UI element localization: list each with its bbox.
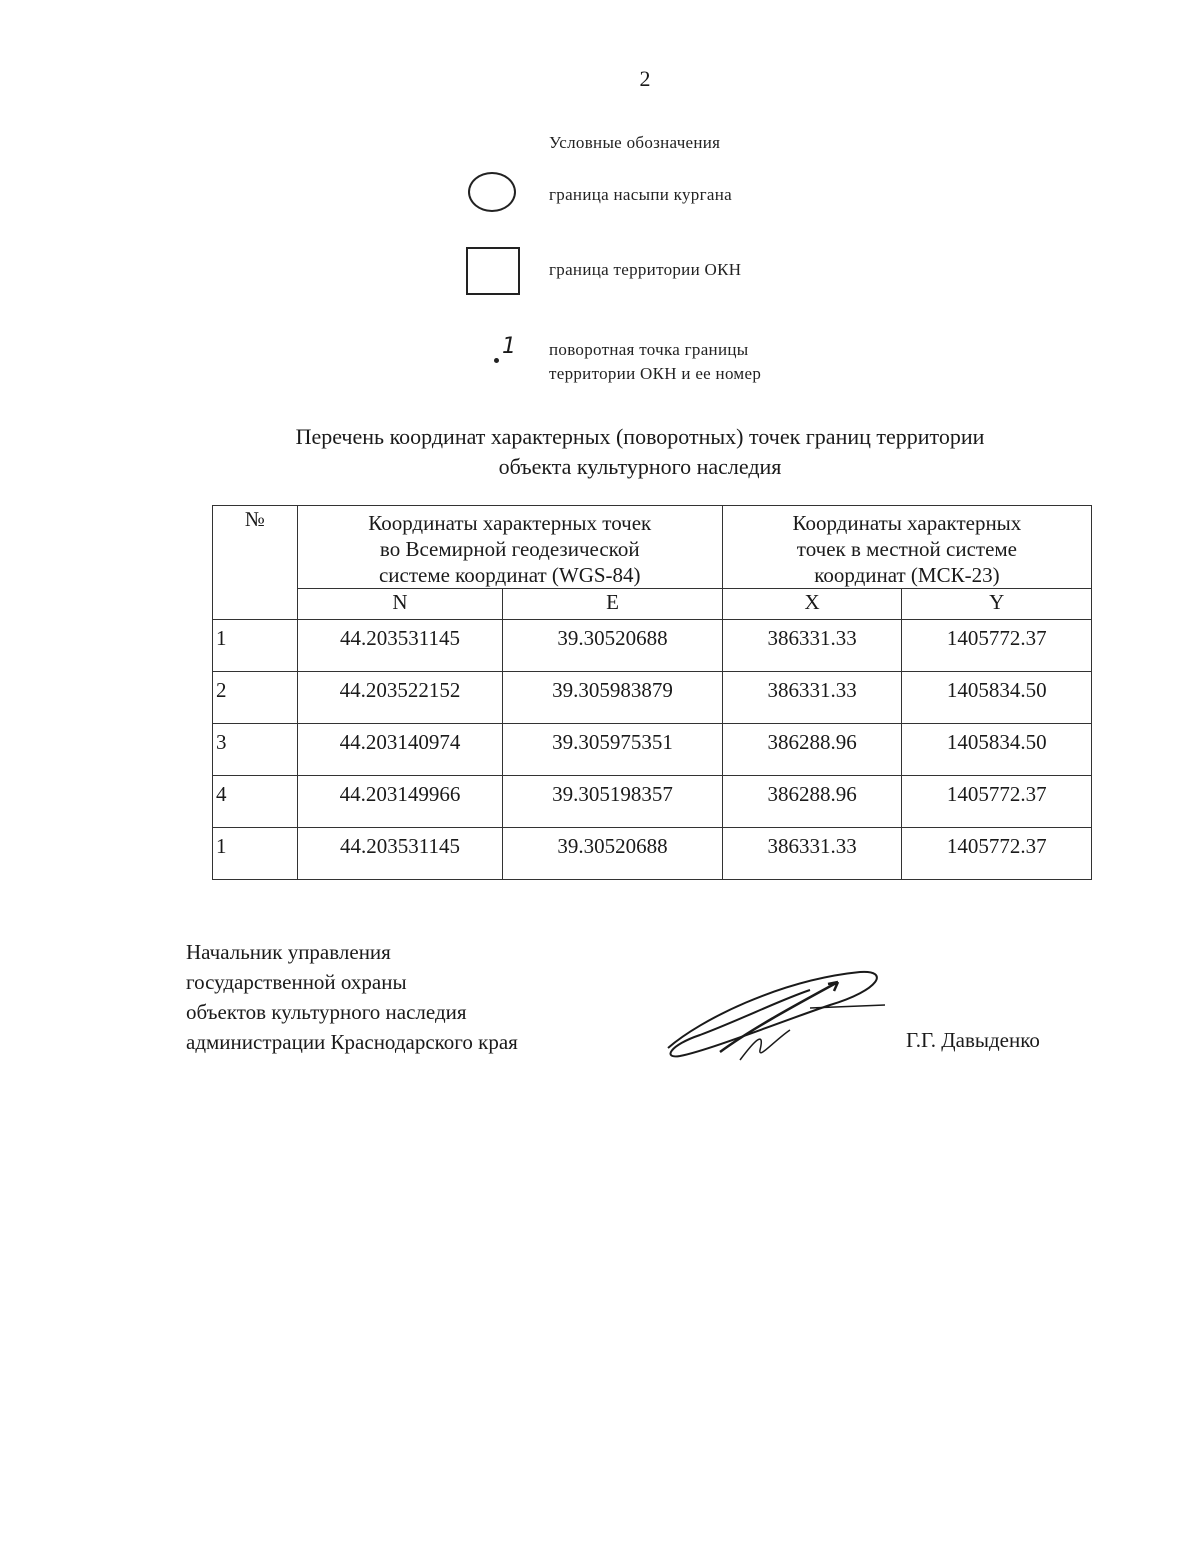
cell-x: 386331.33 [722, 672, 902, 724]
cell-e: 39.305983879 [503, 672, 723, 724]
header-msk23-line3: координат (МСК-23) [814, 563, 1000, 587]
table-row [213, 828, 1092, 880]
cell-e: 39.305198357 [503, 776, 723, 828]
official-title-line3: объектов культурного наследия [186, 1000, 467, 1024]
cell-n: 44.203522152 [297, 672, 503, 724]
cell-e: 39.30520688 [503, 620, 723, 672]
list-title-line1: Перечень координат характерных (поворотных) точек границ территории [295, 424, 985, 449]
legend-item-turning-point [549, 338, 761, 386]
cell-x: 386331.33 [722, 620, 902, 672]
table-row [213, 672, 1092, 724]
cell-number: 1 [213, 620, 298, 672]
table-row [213, 776, 1092, 828]
header-wgs84-line1: Координаты характерных точек [368, 511, 652, 535]
official-title-line4: администрации Краснодарского края [186, 1030, 518, 1054]
header-msk23 [722, 506, 1091, 589]
subheader-x: X [722, 589, 902, 620]
subheader-y: Y [902, 589, 1092, 620]
table-row [213, 724, 1092, 776]
cell-y: 1405772.37 [902, 828, 1092, 880]
cell-y: 1405772.37 [902, 776, 1092, 828]
legend-item-territory-boundary: граница территории ОКН [549, 260, 742, 279]
cell-number: 4 [213, 776, 298, 828]
cell-x: 386331.33 [722, 828, 902, 880]
circle-icon [468, 172, 516, 212]
cell-n: 44.203140974 [297, 724, 503, 776]
page-number: 2 [639, 66, 651, 91]
table-row [213, 620, 1092, 672]
cell-y: 1405834.50 [902, 672, 1092, 724]
cell-x: 386288.96 [722, 724, 902, 776]
handwritten-signature [660, 960, 900, 1070]
cell-y: 1405834.50 [902, 724, 1092, 776]
coordinates-table [212, 505, 1092, 880]
list-title-line2: объекта культурного наследия [498, 454, 782, 479]
official-title-line2: государственной охраны [186, 970, 407, 994]
cell-e: 39.30520688 [503, 828, 723, 880]
subheader-e: E [503, 589, 723, 620]
cell-n: 44.203149966 [297, 776, 503, 828]
cell-number: 2 [213, 672, 298, 724]
point-dot [494, 358, 499, 363]
signer-name: Г.Г. Давыденко [906, 1028, 1040, 1052]
header-wgs84 [297, 506, 722, 589]
header-wgs84-line2: во Всемирной геодезической [379, 537, 640, 561]
cell-number: 3 [213, 724, 298, 776]
cell-number: 1 [213, 828, 298, 880]
header-wgs84-line3: системе координат (WGS-84) [378, 563, 641, 587]
cell-n: 44.203531145 [297, 620, 503, 672]
list-title [180, 422, 1100, 482]
square-icon [466, 247, 520, 295]
header-number: № [213, 506, 298, 620]
turning-point-icon [490, 336, 520, 370]
official-title-line1: Начальник управления [186, 940, 391, 964]
point-marker-number: 1 [502, 334, 516, 359]
header-msk23-line2: точек в местной системе [796, 537, 1017, 561]
header-msk23-line1: Координаты характерных [792, 511, 1022, 535]
cell-y: 1405772.37 [902, 620, 1092, 672]
cell-x: 386288.96 [722, 776, 902, 828]
legend-title: Условные обозначения [549, 133, 721, 152]
legend-item-turning-point-line2: территории ОКН и ее номер [549, 364, 762, 383]
official-title [186, 937, 518, 1057]
subheader-n: N [297, 589, 503, 620]
cell-e: 39.305975351 [503, 724, 723, 776]
cell-n: 44.203531145 [297, 828, 503, 880]
legend-item-turning-point-line1: поворотная точка границы [549, 340, 749, 359]
legend-item-mound-boundary: граница насыпи кургана [549, 185, 732, 204]
